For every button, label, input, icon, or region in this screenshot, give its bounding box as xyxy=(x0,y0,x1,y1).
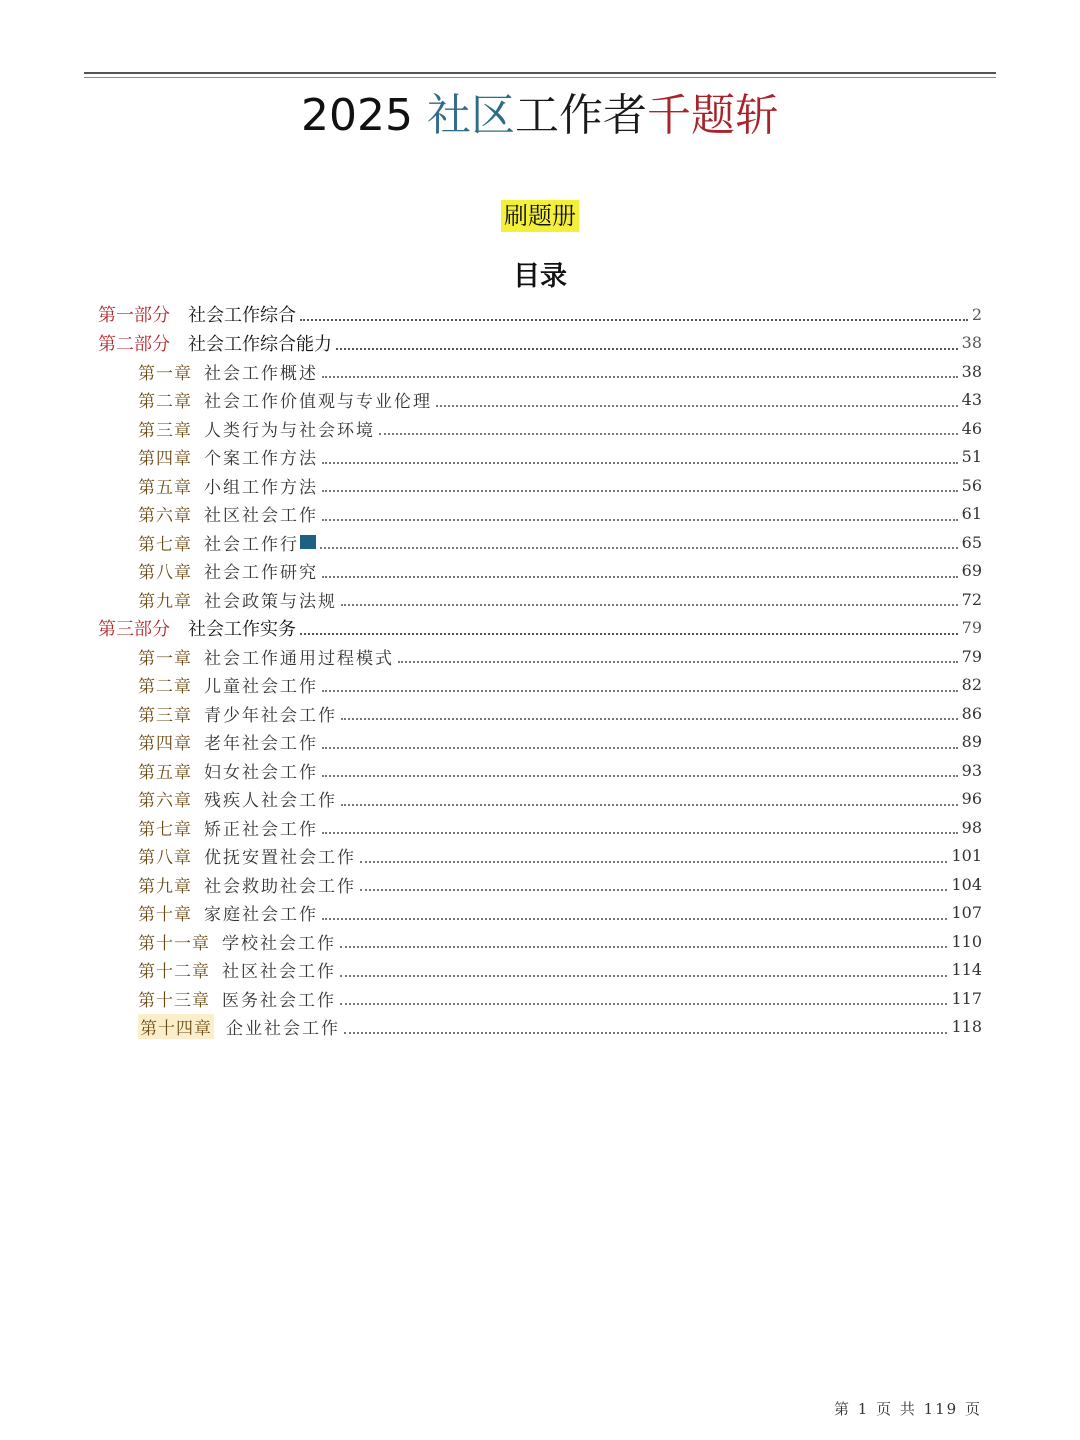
toc-entry-page: 118 xyxy=(951,1017,982,1036)
toc-entry-number: 第四章 xyxy=(138,449,192,469)
toc-entry-page: 51 xyxy=(961,447,982,466)
toc-entry-page: 2 xyxy=(971,304,982,324)
dot-leader xyxy=(322,918,947,920)
toc-entry-number: 第六章 xyxy=(138,791,192,811)
top-rule xyxy=(84,72,996,74)
toc-entry-number: 第八章 xyxy=(138,848,192,868)
toc-entry-number: 第六章 xyxy=(138,506,192,526)
toc-entry-page: 61 xyxy=(961,504,982,523)
toc-entry-page: 82 xyxy=(961,675,982,694)
dot-leader xyxy=(322,576,958,578)
toc-entry-page: 117 xyxy=(951,988,982,1008)
toc-chapter-row[interactable] xyxy=(138,899,982,927)
toc-chapter-row[interactable] xyxy=(138,956,982,984)
toc-entry-page: 65 xyxy=(961,532,982,552)
toc-entry-title: 社区社会工作 xyxy=(204,506,318,526)
document-title xyxy=(0,88,1080,144)
toc-entry-number: 第十二章 xyxy=(138,962,210,982)
top-rule-secondary xyxy=(84,77,996,78)
toc-chapter-row[interactable] xyxy=(138,1013,982,1041)
toc-chapter-row[interactable] xyxy=(138,585,982,613)
title-worker: 工作者 xyxy=(514,90,647,141)
toc-entry-title: 矫正社会工作 xyxy=(204,819,318,840)
toc-part-row[interactable] xyxy=(98,329,982,357)
toc-entry-number: 第十四章 xyxy=(138,1014,214,1039)
toc-entry-number: 第一章 xyxy=(138,363,192,384)
toc-entry-page: 104 xyxy=(951,874,982,894)
toc-chapter-row[interactable] xyxy=(138,500,982,528)
dot-leader xyxy=(322,376,958,378)
redaction-mark xyxy=(300,535,316,549)
toc-entry-title: 儿童社会工作 xyxy=(204,677,318,697)
toc-chapter-row[interactable] xyxy=(138,471,982,499)
toc-entry-title: 优抚安置社会工作 xyxy=(204,848,356,868)
toc-entry-page: 38 xyxy=(961,361,982,381)
toc-entry-number: 第七章 xyxy=(138,819,192,840)
page-footer: 第 1 页 共 119 页 xyxy=(833,1400,982,1418)
dot-leader xyxy=(398,661,958,663)
dot-leader xyxy=(341,804,958,806)
toc-entry-page: 69 xyxy=(961,561,982,580)
toc-chapter-row[interactable] xyxy=(138,414,982,442)
toc-entry-title: 社会工作价值观与专业伦理 xyxy=(204,392,432,412)
toc-entry-number: 第八章 xyxy=(138,563,192,583)
toc-entry-number: 第五章 xyxy=(138,762,192,783)
toc-entry-number: 第二章 xyxy=(138,392,192,412)
dot-leader xyxy=(322,690,958,692)
toc-entry-title: 学校社会工作 xyxy=(222,933,336,954)
toc-chapter-row[interactable] xyxy=(138,357,982,385)
toc-chapter-row[interactable] xyxy=(138,386,982,414)
toc-entry-number: 第三章 xyxy=(138,420,192,441)
dot-leader xyxy=(360,889,947,891)
toc-entry-page: 38 xyxy=(961,333,982,352)
dot-leader xyxy=(436,405,958,407)
toc-entry-number: 第一章 xyxy=(138,648,192,669)
toc-chapter-row[interactable] xyxy=(138,528,982,556)
toc-entry-page: 89 xyxy=(961,732,982,751)
toc-entry-page: 110 xyxy=(951,931,982,951)
toc-entry-number: 第十一章 xyxy=(138,933,210,954)
dot-leader xyxy=(341,718,958,720)
toc-entry-page: 101 xyxy=(951,846,982,865)
toc-entry-title: 社会政策与法规 xyxy=(204,591,337,612)
dot-leader xyxy=(360,861,947,863)
toc-entry-number: 第九章 xyxy=(138,876,192,897)
title-shequ: 社区 xyxy=(426,90,515,141)
dot-leader xyxy=(344,1032,947,1034)
toc-chapter-row[interactable] xyxy=(138,443,982,471)
toc-entry-title: 社区社会工作 xyxy=(222,962,336,982)
toc-entry-title: 人类行为与社会环境 xyxy=(204,420,375,441)
toc-entry-title: 小组工作方法 xyxy=(204,477,318,498)
dot-leader xyxy=(322,747,958,749)
toc-entry-page: 93 xyxy=(961,760,982,780)
toc-entry-title: 社会工作实务 xyxy=(188,618,296,640)
toc-entry-number: 第二部分 xyxy=(98,333,170,355)
dot-leader xyxy=(340,1003,947,1005)
toc-entry-number: 第三章 xyxy=(138,705,192,726)
subtitle xyxy=(0,196,1080,231)
dot-leader xyxy=(341,604,958,606)
toc-entry-title: 社会工作综合能力 xyxy=(188,333,332,355)
dot-leader xyxy=(300,633,958,635)
dot-leader xyxy=(300,319,968,321)
toc-chapter-row[interactable] xyxy=(138,557,982,585)
dot-leader xyxy=(322,775,958,777)
toc-entry-title: 青少年社会工作 xyxy=(204,705,337,726)
dot-leader xyxy=(340,946,947,948)
toc-entry-page: 79 xyxy=(961,646,982,666)
toc-entry-number: 第十三章 xyxy=(138,990,210,1011)
toc-entry-title: 个案工作方法 xyxy=(204,449,318,469)
toc-chapter-row[interactable] xyxy=(138,699,982,727)
toc-entry-page: 96 xyxy=(961,789,982,808)
dot-leader xyxy=(379,433,958,435)
toc-chapter-row[interactable] xyxy=(138,671,982,699)
toc-entry-title: 社会工作行 xyxy=(204,534,299,555)
dot-leader xyxy=(322,832,958,834)
toc-entry-number: 第三部分 xyxy=(98,618,170,640)
toc-entry-number: 第二章 xyxy=(138,677,192,697)
toc-part-row[interactable] xyxy=(98,614,982,642)
toc-chapter-row[interactable] xyxy=(138,870,982,898)
toc-entry-title: 妇女社会工作 xyxy=(204,762,318,783)
dot-leader xyxy=(340,975,947,977)
dot-leader xyxy=(322,519,958,521)
dot-leader xyxy=(320,547,958,549)
toc-entry-page: 46 xyxy=(961,418,982,438)
toc-entry-number: 第七章 xyxy=(138,534,192,555)
toc-entry-title: 残疾人社会工作 xyxy=(204,791,337,811)
toc-heading: 目录 xyxy=(513,261,567,292)
toc-chapter-row[interactable] xyxy=(138,785,982,813)
toc-entry-page: 107 xyxy=(951,903,982,922)
toc-entry-title: 社会工作研究 xyxy=(204,563,318,583)
toc-chapter-row[interactable] xyxy=(138,927,982,955)
toc-chapter-row[interactable] xyxy=(138,756,982,784)
toc-entry-title: 社会工作通用过程模式 xyxy=(204,648,394,669)
toc-part-row[interactable] xyxy=(98,300,982,328)
toc-entry-page: 56 xyxy=(961,475,982,495)
toc-entry-page: 79 xyxy=(961,618,982,637)
title-qianti: 千题斩 xyxy=(646,90,779,141)
toc-entry-number: 第十章 xyxy=(138,905,192,925)
toc-chapter-row[interactable] xyxy=(138,842,982,870)
toc-entry-title: 老年社会工作 xyxy=(204,734,318,754)
toc-entry-number: 第九章 xyxy=(138,591,192,612)
dot-leader xyxy=(336,348,958,350)
toc-chapter-row[interactable] xyxy=(138,642,982,670)
toc-entry-title: 社会工作综合 xyxy=(188,305,296,326)
toc-entry-number: 第四章 xyxy=(138,734,192,754)
toc-chapter-row[interactable] xyxy=(138,728,982,756)
toc-entry-page: 43 xyxy=(961,390,982,409)
toc-chapter-row[interactable] xyxy=(138,984,982,1012)
toc-entry-title: 家庭社会工作 xyxy=(204,905,318,925)
toc-entry-page: 114 xyxy=(951,960,982,979)
toc-entry-number: 第五章 xyxy=(138,477,192,498)
subtitle-highlight: 刷题册 xyxy=(501,200,579,232)
toc-entry-page: 98 xyxy=(961,817,982,837)
toc-entry-page: 86 xyxy=(961,703,982,723)
toc-entry-title: 社会救助社会工作 xyxy=(204,876,356,897)
title-year: 2025 xyxy=(301,90,427,141)
toc-entry-title: 医务社会工作 xyxy=(222,990,336,1011)
dot-leader xyxy=(322,462,958,464)
toc-entry-number: 第一部分 xyxy=(98,305,170,326)
toc-entry-page: 72 xyxy=(961,589,982,609)
toc-entry-title: 企业社会工作 xyxy=(226,1019,340,1039)
toc-chapter-row[interactable] xyxy=(138,813,982,841)
toc-entry-title: 社会工作概述 xyxy=(204,363,318,384)
dot-leader xyxy=(322,490,958,492)
